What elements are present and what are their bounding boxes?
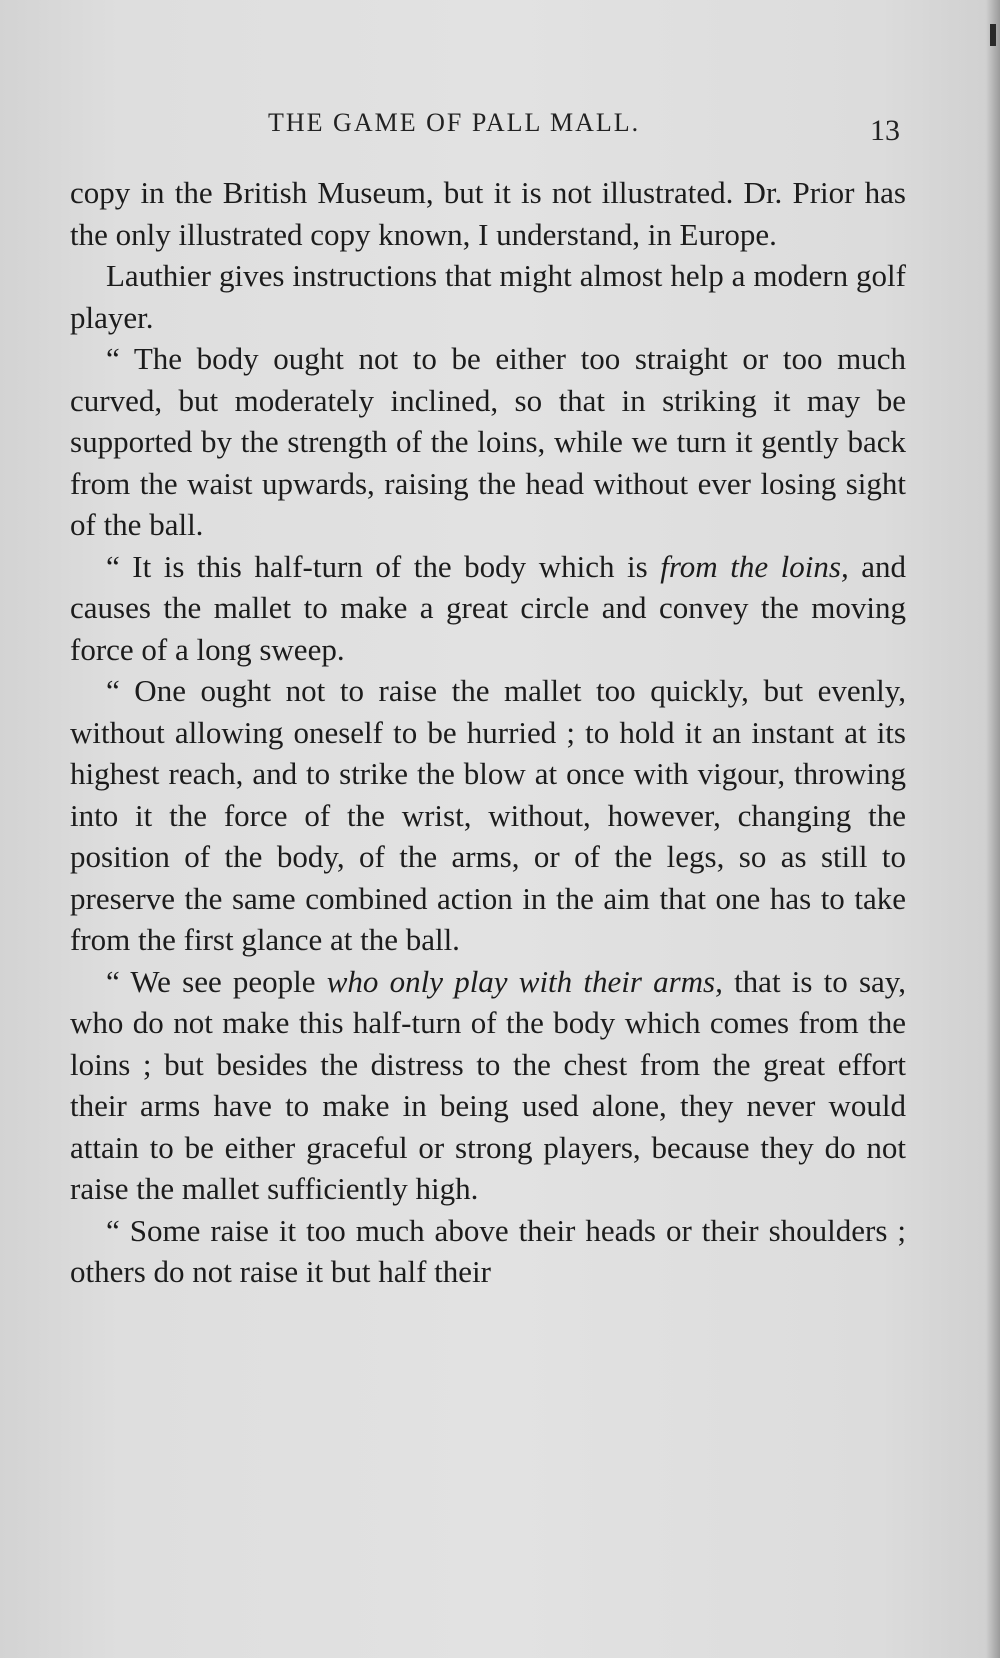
italic-text-segment: from the loins, (660, 548, 849, 584)
page-edge-shadow (986, 0, 1000, 1658)
paragraph (70, 546, 906, 671)
scan-corner-mark (990, 24, 996, 46)
paragraph (70, 1210, 906, 1293)
text-segment: “ We see people (106, 963, 327, 999)
running-header (70, 108, 900, 148)
paragraph (70, 338, 906, 546)
paragraph (70, 172, 906, 255)
text-segment: that is to say, who do not make this half-turn of the body which comes from the loins ; but besides the distress to the chest from the great effort their arms have to make in being used alone, they never would attain to be either graceful or strong players, because they do not raise the mallet sufficiently high. (70, 963, 906, 1206)
text-segment: “ The body ought not to be either too straight or too much curved, but moderately inclined, so that in striking it may be supported by the strength of the loins, while we turn it gently back from the waist upwards, raising the head without ever losing sight of the ball. (70, 341, 906, 542)
paragraph (70, 670, 906, 961)
running-title: THE GAME OF PALL MALL. (268, 108, 641, 137)
paragraph (70, 961, 906, 1210)
text-segment: copy in the British Museum, but it is not illustrated. Dr. Prior has the only illustrated copy known, I understand, in Europe. (70, 175, 906, 252)
text-segment: and causes the mallet to make a great circle and convey the moving force of a long sweep. (70, 548, 907, 667)
page-number: 13 (870, 114, 900, 147)
text-segment: Lauthier gives instructions that might almost help a modern golf player. (70, 258, 906, 335)
body-text (70, 172, 906, 1293)
paragraph (70, 255, 906, 338)
italic-text-segment: who only play with their arms, (326, 963, 723, 999)
text-segment: “ One ought not to raise the mallet too quickly, but evenly, without allowing oneself to be hurried ; to hold it an instant at its highest reach, and to strike the blow at once with vigour, throwing into it the force of the wrist, without, however, changing the position of the body, of the arms, or of the legs, so as still to preserve the same combined action in the aim that one has to take from the first glance at the ball. (70, 673, 906, 957)
text-segment: “ It is this half-turn of the body which is (106, 548, 661, 584)
text-segment: “ Some raise it too much above their heads or their shoulders ; others do not raise it but half their (70, 1212, 906, 1289)
